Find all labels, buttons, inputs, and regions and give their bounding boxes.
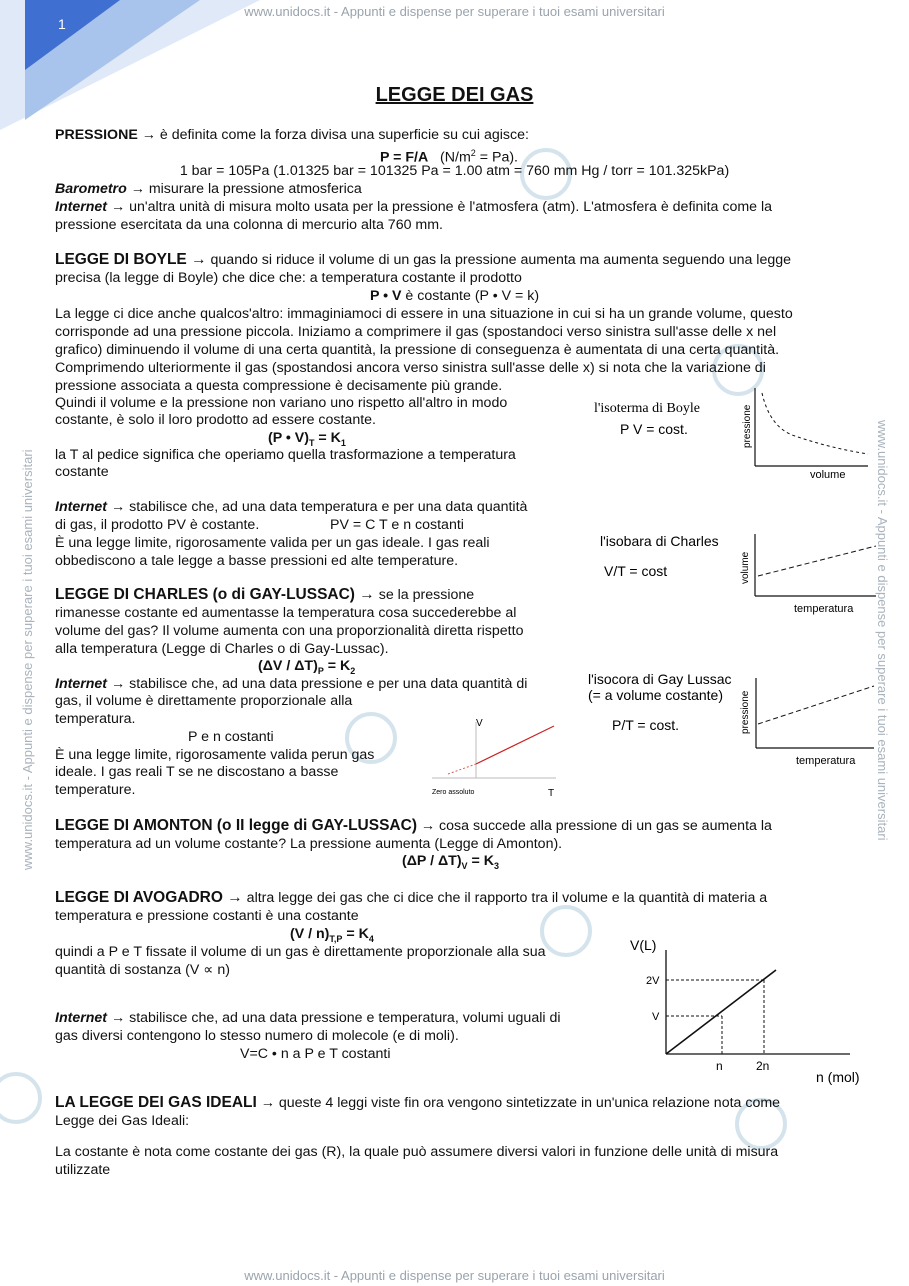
watermark-logo-icon (540, 905, 592, 957)
boyle-text: Comprimendo ulteriormente il gas (spostandosi ancora verso sinistra sull'asse delle x) si nota che la variazione di (55, 360, 766, 376)
charles-text: ideale. I gas reali T se ne discostano a basse (55, 764, 339, 780)
charles-text: rimanesse costante ed aumentasse la temperatura cosa succederebbe al (55, 605, 517, 621)
charles-text: alla temperatura (Legge di Charles o di Gay-Lussac). (55, 641, 389, 657)
amonton-formula: $(\Delta P / \Delta T)_V = K_3$ (402, 853, 499, 871)
pressione-internet-cont: pressione esercitata da una colonna di mercurio alta 760 mm. (55, 217, 444, 233)
charles-internet: Internet → stabilisce che, ad una data pressione e per una data quantità di (55, 676, 528, 692)
extrapolated-line (448, 764, 476, 774)
boyle-internet: Internet → stabilisce che, ad una data temperatura e per una data quantità (55, 499, 528, 515)
boyle-isotherm-graph (590, 388, 870, 488)
y-axis-label: pressione (740, 690, 751, 734)
boyle-text: obbediscono a tale legge a basse pressioni ed alte temperature. (55, 553, 459, 569)
page-number: 1 (58, 16, 66, 32)
graph-equation: P V = cost. (620, 421, 688, 437)
boyle-text: È una legge limite, rigorosamente valida per un gas ideale. I gas reali (55, 535, 490, 551)
charles-text: temperature. (55, 782, 136, 798)
charles-heading: LEGGE DI CHARLES (o di GAY-LUSSAC) → se la pressione (55, 586, 475, 603)
y-axis-label: V (476, 718, 483, 729)
y-axis-label: V(L) (630, 937, 657, 953)
tick-label: V (652, 1011, 660, 1023)
avogadro-text: temperatura e pressione costanti è una costante (55, 908, 359, 924)
graph-title: l'isocora di Gay Lussac (588, 671, 732, 687)
header-banner: www.unidocs.it - Appunti e dispense per superare i tuoi esami universitari (244, 4, 665, 19)
proportionality-line (666, 970, 776, 1054)
tick-label: n (716, 1059, 723, 1073)
zero-label: Zero assoluto (432, 789, 475, 796)
y-axis-label: volume (740, 551, 751, 584)
x-axis-label: T (548, 788, 555, 799)
avogadro-heading: LEGGE DI AVOGADRO → altra legge dei gas che ci dice che il rapporto tra il volume e la quantità di materia a (55, 889, 768, 906)
graph-title: l'isoterma di Boyle (594, 401, 700, 416)
volume-line (476, 726, 554, 764)
boyle-text: costante, è solo il loro prodotto ad essere costante. (55, 412, 376, 428)
boyle-heading: LEGGE DI BOYLE → quando si riduce il volume di un gas la pressione aumenta ma aumenta seguendo una legge (55, 251, 792, 268)
pressione-units: 1 bar = 105Pa (1.01325 bar = 101325 Pa = 1.00 atm = 760 mm Hg / torr = 101.325kPa) (179, 163, 730, 179)
isotherm-curve (762, 393, 868, 454)
volume-temperature-graph (428, 712, 560, 800)
y-axis-label: pressione (742, 404, 753, 448)
isochore-line (758, 686, 874, 724)
x-axis-label: volume (810, 469, 846, 481)
boyle-formula-2: (P • $V)_T = K_1$ (268, 430, 346, 448)
graph-title: l'isobara di Charles (600, 533, 719, 549)
pressione-formula: P = F/A $(N/m^2 = Pa)$. (380, 148, 519, 166)
graph-equation: V/T = cost (604, 563, 668, 579)
boyle-text: corrisponde ad una pressione piccola. Iniziamo a comprimere il gas (spostandoci verso sinistra sull'asse delle x nel (55, 324, 777, 340)
charles-text: P e n costanti (188, 729, 274, 745)
charles-text: È una legge limite, rigorosamente valida perun gas (55, 747, 375, 763)
avogadro-text: quindi a P e T fissate il volume di un gas è direttamente proporzionale alla sua (55, 944, 546, 960)
avogadro-internet: Internet → stabilisce che, ad una data pressione e temperatura, volumi uguali di (55, 1010, 561, 1026)
barometro-line: Barometro → misurare la pressione atmosferica (55, 181, 362, 197)
boyle-text: Quindi il volume e la pressione non variano uno rispetto all'altro in modo (55, 395, 508, 411)
footer-banner: www.unidocs.it - Appunti e dispense per superare i tuoi esami universitari (244, 1268, 665, 1283)
boyle-formula: P • V è costante (P • V = k) (369, 288, 540, 304)
boyle-text: grafico) diminuendo il volume di una certa quantità, la pressione di conseguenza è aumentata di una certa quantità. (55, 342, 780, 358)
side-banner-right: www.unidocs.it - Appunti e dispense per superare i tuoi esami universitari (875, 420, 890, 841)
boyle-text: PV = C T e n costanti (330, 517, 464, 533)
charles-formula: $(\Delta V / \Delta T)_P = K_2$ (258, 658, 356, 676)
boyle-text: La legge ci dice anche qualcos'altro: immaginiamoci di essere in una situazione in cui si ha un grande volume, questo (55, 306, 793, 322)
tick-label: 2n (756, 1059, 770, 1073)
avogadro-text: gas diversi contengono lo stesso numero di molecole (e di moli). (55, 1028, 459, 1044)
isobar-line (758, 546, 876, 576)
boyle-text: la T al pedice significa che operiamo quella trasformazione a temperatura (55, 447, 516, 463)
charles-isobar-graph (598, 526, 878, 618)
charles-text: volume del gas? Il volume aumenta con una proporzionalità diretta rispetto (55, 623, 524, 639)
ideali-text: utilizzate (55, 1162, 111, 1178)
ideali-heading: LA LEGGE DEI GAS IDEALI → queste 4 leggi viste fin ora vengono sintetizzate in un'unica relazione nota come (55, 1094, 781, 1111)
avogadro-volume-moles-graph (626, 936, 870, 1086)
corner-decoration (0, 0, 260, 130)
side-banner-left: www.unidocs.it - Appunti e dispense per superare i tuoi esami universitari (20, 449, 35, 870)
avogadro-formula: $(V / n)_{T,P} = K_4$ (290, 926, 374, 944)
ideali-text: La costante è nota come costante dei gas (R), la quale può assumere diversi valori in funzione delle unità di misura (55, 1144, 779, 1160)
boyle-text: di gas, il prodotto PV è costante. (55, 517, 260, 533)
charles-text: temperatura. (55, 711, 136, 727)
charles-text: gas, il volume è direttamente proporzionale alla (55, 693, 353, 709)
page-title: LEGGE DEI GAS (375, 84, 534, 106)
avogadro-text: V=C • n a P e T costanti (240, 1046, 391, 1062)
x-axis-label: n (mol) (816, 1069, 860, 1085)
x-axis-label: temperatura (796, 755, 856, 767)
boyle-text: pressione associata a questa compressione è decisamente più grande. (55, 378, 503, 394)
pressione-definition: PRESSIONE → è definita come la forza divisa una superficie su cui agisce: (55, 127, 529, 143)
tick-label: 2V (646, 975, 660, 987)
x-axis-label: temperatura (794, 603, 854, 615)
graph-subtitle: (= a volume costante) (588, 687, 724, 703)
graph-equation: P/T = cost. (612, 717, 680, 733)
amonton-text: temperatura ad un volume costante? La pressione aumenta (Legge di Amonton). (55, 836, 563, 852)
amonton-heading: LEGGE DI AMONTON (o II legge di GAY-LUSSAC) → cosa succede alla pressione di un gas se aumenta la (55, 817, 772, 834)
boyle-text: precisa (la legge di Boyle) che dice che: a temperatura costante il prodotto (55, 270, 522, 286)
avogadro-text: quantità di sostanza (V ∝ n) (55, 962, 230, 978)
boyle-text: costante (55, 464, 109, 480)
ideali-text: Legge dei Gas Ideali: (55, 1113, 190, 1129)
gaylussac-isochore-graph (586, 668, 876, 768)
pressione-internet: Internet → un'altra unità di misura molto usata per la pressione è l'atmosfera (atm). L'atmosfera è definita come la (55, 199, 773, 215)
watermark-logo-icon (0, 1072, 42, 1124)
